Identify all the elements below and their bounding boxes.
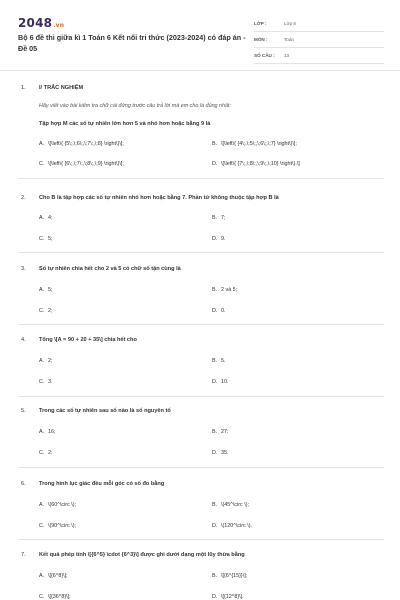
option-d[interactable] [212, 379, 229, 385]
option-letter: A. [39, 573, 45, 579]
divider [18, 467, 384, 468]
option-letter: B. [212, 358, 218, 364]
option-letter: D. [212, 161, 218, 167]
option-letter: D. [212, 379, 218, 385]
option-letter: A. [39, 141, 45, 147]
question-text: Tổng \[A = 90 + 20 + 35\] chia hết cho [39, 337, 137, 343]
option-text: 5; [48, 236, 53, 242]
document-title: Bộ 6 đề thi giữa kì 1 Toán 6 Kết nối tri thức (2023-2024) có đáp án - Đề 05 [18, 33, 246, 53]
question-text: Trong hình lục giác đều mỗi góc có số đo bằng [39, 481, 165, 487]
option-text: \(120^\circ \). [221, 523, 252, 529]
divider [18, 252, 384, 253]
document-header [18, 16, 384, 66]
question-heading [21, 408, 171, 414]
divider [18, 396, 384, 397]
option-d[interactable] [212, 523, 252, 529]
option-text: 16; [48, 429, 56, 435]
option-letter: B. [212, 573, 218, 579]
meta-row-count [254, 48, 384, 64]
option-text: 5. [221, 358, 226, 364]
meta-key: MÔN : [254, 37, 268, 42]
option-a[interactable] [39, 502, 76, 508]
meta-row-subject [254, 32, 384, 48]
option-text: 9. [221, 236, 226, 242]
question-heading [21, 266, 181, 272]
question-number: 5. [21, 408, 26, 414]
option-text: 2; [48, 308, 53, 314]
option-d[interactable] [212, 161, 300, 167]
option-b[interactable] [212, 429, 229, 435]
option-text: \[\left\{ {6\;,\;7\;,\;8\;,\;9} \right\}\]; [48, 161, 124, 167]
option-letter: C. [39, 236, 45, 242]
question-text: Cho B là tập hợp các số tự nhiên nhỏ hơn hoặc bằng 7. Phần tử không thuộc tập hợp B là [39, 195, 279, 201]
question-text-wrap [39, 121, 210, 127]
option-letter: A. [39, 287, 45, 293]
option-c[interactable] [39, 379, 53, 385]
option-c[interactable] [39, 161, 124, 167]
option-d[interactable] [212, 308, 226, 314]
option-text: \[{6^8}\]; [48, 573, 68, 579]
question-number: 4. [21, 337, 26, 343]
question-list [0, 70, 400, 600]
option-d[interactable] [212, 236, 226, 242]
option-letter: A. [39, 358, 45, 364]
option-text: 0. [221, 308, 226, 314]
question-number: 6. [21, 481, 26, 487]
option-c[interactable] [39, 308, 53, 314]
option-letter: C. [39, 308, 45, 314]
option-letter: A. [39, 502, 45, 508]
option-letter: D. [212, 308, 218, 314]
section-title: I/ TRẮC NGHIỆM [39, 85, 84, 91]
meta-key: SỐ CÂU : [254, 53, 275, 58]
meta-key: LỚP : [254, 21, 267, 26]
question-text: Số tự nhiên chia hết cho 2 và 5 có chữ số tận cùng là [39, 266, 181, 272]
question-number: 2. [21, 195, 26, 201]
option-text: \[{6^{15}}\]; [221, 573, 248, 579]
instruction-text: Hãy viết vào bài kiểm tra chữ cái đứng trước câu trả lời mà em cho là đúng nhất: [39, 103, 232, 109]
option-letter: B. [212, 287, 218, 293]
option-c[interactable] [39, 236, 53, 242]
option-c[interactable] [39, 523, 76, 529]
divider [18, 539, 384, 540]
option-a[interactable] [39, 358, 53, 364]
option-a[interactable] [39, 573, 68, 579]
option-b[interactable] [212, 141, 297, 147]
logo-suffix: .vn [53, 22, 65, 29]
option-text: 5; [48, 287, 53, 293]
option-letter: B. [212, 141, 218, 147]
option-letter: B. [212, 502, 218, 508]
option-text: 3. [48, 379, 53, 385]
option-letter: D. [212, 523, 218, 529]
option-letter: C. [39, 450, 45, 456]
question-heading [21, 481, 164, 487]
question-number: 3. [21, 266, 26, 272]
logo-text: 2048 [18, 16, 53, 30]
option-b[interactable] [212, 215, 226, 221]
option-a[interactable] [39, 287, 53, 293]
option-letter: C. [39, 161, 45, 167]
question-text: Trong các số tự nhiên sau số nào là số nguyên tố [39, 408, 171, 414]
divider [18, 324, 384, 325]
option-text: 2 và 5; [221, 287, 238, 293]
option-d[interactable] [212, 594, 244, 600]
option-a[interactable] [39, 141, 124, 147]
option-c[interactable] [39, 594, 71, 600]
option-letter: C. [39, 523, 45, 529]
option-d[interactable] [212, 450, 229, 456]
option-text: 2; [48, 450, 53, 456]
option-b[interactable] [212, 573, 247, 579]
document-meta-table [254, 16, 384, 64]
option-text: \(45^\circ \); [221, 502, 249, 508]
question-text: Kết quả phép tính \[{6^5} \cdot {6^3}\] được ghi dưới dạng một lũy thừa bằng [39, 552, 245, 558]
question-text: Tập hợp M các số tự nhiên lớn hơn 5 và nhỏ hơn hoặc bằng 9 là [39, 121, 211, 127]
option-b[interactable] [212, 358, 226, 364]
option-letter: A. [39, 429, 45, 435]
meta-value: Toán [284, 37, 294, 42]
option-letter: C. [39, 594, 45, 600]
question-heading [21, 195, 279, 201]
option-letter: A. [39, 215, 45, 221]
option-text: 27; [221, 429, 229, 435]
option-b[interactable] [212, 287, 237, 293]
option-c[interactable] [39, 450, 53, 456]
question-number: 7. [21, 552, 26, 558]
question-heading [21, 85, 83, 91]
option-text: 2; [48, 358, 53, 364]
option-b[interactable] [212, 502, 249, 508]
site-logo[interactable] [18, 16, 64, 30]
option-text: \[{36^8}\]; [48, 594, 71, 600]
option-text: 7; [221, 215, 226, 221]
option-text: \[\left\{ {7\;,\;8\;,\;9\;,\;10} \right\}.\] [221, 161, 300, 167]
option-text: \(60^\circ \); [48, 502, 76, 508]
meta-value: 13 [284, 53, 290, 58]
option-letter: D. [212, 450, 218, 456]
option-letter: B. [212, 429, 218, 435]
option-text: \[{12^8}\]. [221, 594, 244, 600]
option-a[interactable] [39, 215, 53, 221]
question-heading [21, 337, 137, 343]
option-a[interactable] [39, 429, 56, 435]
option-text: 10. [221, 379, 229, 385]
meta-row-class [254, 16, 384, 32]
question-heading [21, 552, 245, 558]
option-text: \(90^\circ \); [48, 523, 76, 529]
divider [18, 178, 384, 179]
question-number: 1. [21, 85, 26, 91]
option-text: \[\left\{ {5\;,\;6\;,\;7\;,\;8} \right\}\]; [48, 141, 124, 147]
option-text: \[\left\{ {4\;,\;5\;,\;6\;,\;7} \right\}\]; [221, 141, 297, 147]
meta-value: Lớp 6 [284, 21, 296, 26]
option-text: 4; [48, 215, 53, 221]
option-letter: D. [212, 594, 218, 600]
option-letter: C. [39, 379, 45, 385]
option-text: 35. [221, 450, 229, 456]
option-letter: B. [212, 215, 218, 221]
option-letter: D. [212, 236, 218, 242]
